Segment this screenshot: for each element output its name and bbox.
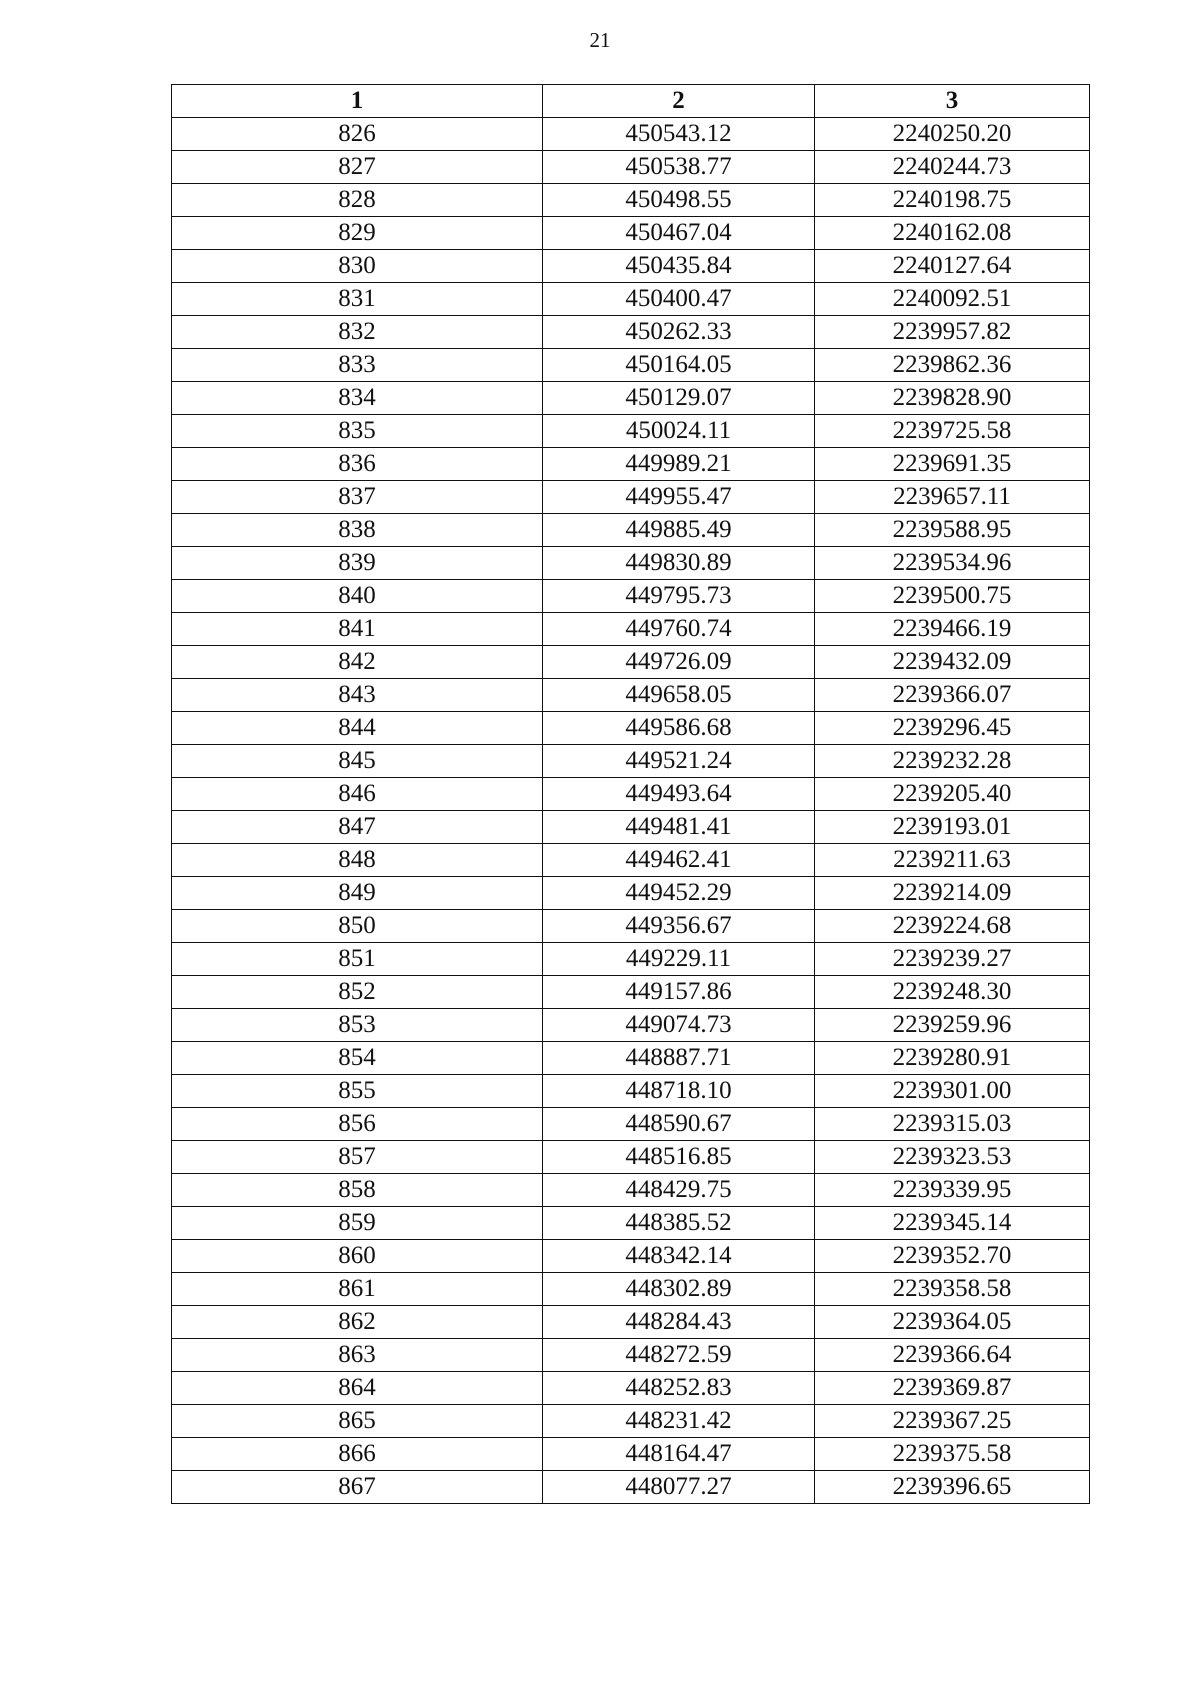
table-cell-col-1: 834 <box>172 382 543 415</box>
table-cell-col-1: 858 <box>172 1174 543 1207</box>
table-row <box>172 811 1090 844</box>
table-row <box>172 448 1090 481</box>
table-row <box>172 745 1090 778</box>
table-cell-col-3: 2239205.40 <box>815 778 1090 811</box>
table-row <box>172 1306 1090 1339</box>
table-row <box>172 1207 1090 1240</box>
table-cell-col-2: 449795.73 <box>543 580 815 613</box>
table-cell-col-1: 835 <box>172 415 543 448</box>
table-cell-col-3: 2239375.58 <box>815 1438 1090 1471</box>
table-cell-col-1: 836 <box>172 448 543 481</box>
table-cell-col-3: 2239259.96 <box>815 1009 1090 1042</box>
table-cell-col-1: 833 <box>172 349 543 382</box>
table-row <box>172 514 1090 547</box>
table-cell-col-2: 449760.74 <box>543 613 815 646</box>
table-cell-col-3: 2239345.14 <box>815 1207 1090 1240</box>
table-cell-col-3: 2240198.75 <box>815 184 1090 217</box>
table-cell-col-1: 853 <box>172 1009 543 1042</box>
table-cell-col-1: 842 <box>172 646 543 679</box>
table-cell-col-2: 449462.41 <box>543 844 815 877</box>
table-cell-col-2: 450538.77 <box>543 151 815 184</box>
table-row <box>172 778 1090 811</box>
table-cell-col-1: 847 <box>172 811 543 844</box>
table-cell-col-1: 832 <box>172 316 543 349</box>
table-cell-col-1: 861 <box>172 1273 543 1306</box>
table-cell-col-2: 449989.21 <box>543 448 815 481</box>
table-cell-col-2: 450024.11 <box>543 415 815 448</box>
table-cell-col-1: 864 <box>172 1372 543 1405</box>
table-cell-col-2: 448342.14 <box>543 1240 815 1273</box>
table-cell-col-1: 849 <box>172 877 543 910</box>
table-cell-col-1: 845 <box>172 745 543 778</box>
table-cell-col-2: 450498.55 <box>543 184 815 217</box>
table-cell-col-1: 852 <box>172 976 543 1009</box>
table-row <box>172 283 1090 316</box>
table-row <box>172 1174 1090 1207</box>
table-cell-col-2: 449521.24 <box>543 745 815 778</box>
table-cell-col-2: 450435.84 <box>543 250 815 283</box>
table-cell-col-3: 2239352.70 <box>815 1240 1090 1273</box>
table-cell-col-3: 2240244.73 <box>815 151 1090 184</box>
table-cell-col-3: 2239315.03 <box>815 1108 1090 1141</box>
table-row <box>172 1108 1090 1141</box>
table-cell-col-2: 448302.89 <box>543 1273 815 1306</box>
table-cell-col-1: 826 <box>172 118 543 151</box>
table-cell-col-1: 844 <box>172 712 543 745</box>
table-row <box>172 1372 1090 1405</box>
table-cell-col-1: 855 <box>172 1075 543 1108</box>
table-row <box>172 877 1090 910</box>
table-cell-col-2: 448590.67 <box>543 1108 815 1141</box>
table-cell-col-1: 841 <box>172 613 543 646</box>
table-cell-col-3: 2240250.20 <box>815 118 1090 151</box>
table-row <box>172 415 1090 448</box>
table-cell-col-3: 2239367.25 <box>815 1405 1090 1438</box>
table-cell-col-2: 449885.49 <box>543 514 815 547</box>
table-cell-col-3: 2239248.30 <box>815 976 1090 1009</box>
table-cell-col-3: 2239466.19 <box>815 613 1090 646</box>
table-cell-col-2: 449356.67 <box>543 910 815 943</box>
table-cell-col-1: 829 <box>172 217 543 250</box>
table-cell-col-3: 2239366.64 <box>815 1339 1090 1372</box>
table-cell-col-2: 448429.75 <box>543 1174 815 1207</box>
table-cell-col-3: 2239862.36 <box>815 349 1090 382</box>
table-cell-col-1: 866 <box>172 1438 543 1471</box>
table-row <box>172 943 1090 976</box>
table-cell-col-3: 2240162.08 <box>815 217 1090 250</box>
table-cell-col-1: 854 <box>172 1042 543 1075</box>
table-cell-col-1: 851 <box>172 943 543 976</box>
table-cell-col-3: 2239534.96 <box>815 547 1090 580</box>
table-cell-col-2: 449586.68 <box>543 712 815 745</box>
table-row <box>172 217 1090 250</box>
table-cell-col-1: 828 <box>172 184 543 217</box>
table-cell-col-3: 2239358.58 <box>815 1273 1090 1306</box>
table-cell-col-3: 2239691.35 <box>815 448 1090 481</box>
table-cell-col-3: 2240127.64 <box>815 250 1090 283</box>
table-cell-col-3: 2239301.00 <box>815 1075 1090 1108</box>
table-cell-col-3: 2239296.45 <box>815 712 1090 745</box>
table-cell-col-3: 2240092.51 <box>815 283 1090 316</box>
table-row <box>172 1471 1090 1504</box>
table-cell-col-1: 838 <box>172 514 543 547</box>
coordinates-table <box>171 84 1090 1504</box>
table-cell-col-1: 827 <box>172 151 543 184</box>
table-cell-col-1: 837 <box>172 481 543 514</box>
table-cell-col-2: 448516.85 <box>543 1141 815 1174</box>
table-row <box>172 712 1090 745</box>
table-cell-col-2: 449955.47 <box>543 481 815 514</box>
table-cell-col-3: 2239224.68 <box>815 910 1090 943</box>
table-cell-col-2: 448385.52 <box>543 1207 815 1240</box>
table-row <box>172 382 1090 415</box>
table-row <box>172 580 1090 613</box>
table-cell-col-2: 450400.47 <box>543 283 815 316</box>
table-cell-col-2: 449658.05 <box>543 679 815 712</box>
table-cell-col-1: 831 <box>172 283 543 316</box>
table-cell-col-3: 2239280.91 <box>815 1042 1090 1075</box>
table-cell-col-3: 2239211.63 <box>815 844 1090 877</box>
table-row <box>172 1141 1090 1174</box>
table-cell-col-2: 450262.33 <box>543 316 815 349</box>
table-cell-col-3: 2239232.28 <box>815 745 1090 778</box>
table-cell-col-2: 448077.27 <box>543 1471 815 1504</box>
table-cell-col-2: 449157.86 <box>543 976 815 1009</box>
table-cell-col-2: 449493.64 <box>543 778 815 811</box>
table-row <box>172 646 1090 679</box>
table-row <box>172 1438 1090 1471</box>
table-cell-col-3: 2239339.95 <box>815 1174 1090 1207</box>
table-cell-col-3: 2239588.95 <box>815 514 1090 547</box>
table-cell-col-1: 863 <box>172 1339 543 1372</box>
table-row <box>172 976 1090 1009</box>
table-cell-col-3: 2239828.90 <box>815 382 1090 415</box>
table-cell-col-1: 846 <box>172 778 543 811</box>
table-row <box>172 1405 1090 1438</box>
table-cell-col-2: 449481.41 <box>543 811 815 844</box>
table-row <box>172 844 1090 877</box>
table-cell-col-2: 448272.59 <box>543 1339 815 1372</box>
table-cell-col-1: 830 <box>172 250 543 283</box>
table-cell-col-1: 840 <box>172 580 543 613</box>
table-row <box>172 151 1090 184</box>
header-cell-2: 2 <box>543 85 815 118</box>
table-cell-col-2: 448887.71 <box>543 1042 815 1075</box>
table-cell-col-2: 450543.12 <box>543 118 815 151</box>
table-cell-col-2: 448164.47 <box>543 1438 815 1471</box>
table-row <box>172 316 1090 349</box>
table-cell-col-3: 2239214.09 <box>815 877 1090 910</box>
table-row <box>172 547 1090 580</box>
table-header <box>172 85 1090 118</box>
table-cell-col-2: 448252.83 <box>543 1372 815 1405</box>
header-row <box>172 85 1090 118</box>
table-cell-col-1: 856 <box>172 1108 543 1141</box>
table-row <box>172 118 1090 151</box>
table-row <box>172 1075 1090 1108</box>
table-cell-col-2: 449074.73 <box>543 1009 815 1042</box>
table-cell-col-3: 2239239.27 <box>815 943 1090 976</box>
table-cell-col-1: 839 <box>172 547 543 580</box>
table-cell-col-1: 850 <box>172 910 543 943</box>
header-cell-3: 3 <box>815 85 1090 118</box>
table-body <box>172 118 1090 1504</box>
table-cell-col-1: 862 <box>172 1306 543 1339</box>
table-cell-col-3: 2239366.07 <box>815 679 1090 712</box>
table-row <box>172 184 1090 217</box>
table-cell-col-3: 2239193.01 <box>815 811 1090 844</box>
table-cell-col-3: 2239725.58 <box>815 415 1090 448</box>
table-cell-col-1: 865 <box>172 1405 543 1438</box>
table-row <box>172 1339 1090 1372</box>
table-row <box>172 349 1090 382</box>
table-cell-col-1: 867 <box>172 1471 543 1504</box>
table-cell-col-1: 860 <box>172 1240 543 1273</box>
table-cell-col-2: 449452.29 <box>543 877 815 910</box>
table-cell-col-2: 448231.42 <box>543 1405 815 1438</box>
table-cell-col-3: 2239432.09 <box>815 646 1090 679</box>
table-cell-col-1: 859 <box>172 1207 543 1240</box>
table-row <box>172 481 1090 514</box>
table-cell-col-3: 2239396.65 <box>815 1471 1090 1504</box>
table-row <box>172 1273 1090 1306</box>
table-cell-col-1: 857 <box>172 1141 543 1174</box>
table-cell-col-3: 2239369.87 <box>815 1372 1090 1405</box>
table-row <box>172 250 1090 283</box>
header-cell-1: 1 <box>172 85 543 118</box>
table-row <box>172 910 1090 943</box>
table-cell-col-2: 449726.09 <box>543 646 815 679</box>
table-cell-col-1: 843 <box>172 679 543 712</box>
page-number: 21 <box>589 28 611 52</box>
table-row <box>172 1240 1090 1273</box>
table-cell-col-3: 2239957.82 <box>815 316 1090 349</box>
table-cell-col-3: 2239657.11 <box>815 481 1090 514</box>
table-row <box>172 679 1090 712</box>
table-cell-col-3: 2239323.53 <box>815 1141 1090 1174</box>
table-cell-col-2: 450467.04 <box>543 217 815 250</box>
table-row <box>172 613 1090 646</box>
table-cell-col-2: 449830.89 <box>543 547 815 580</box>
table-cell-col-2: 448284.43 <box>543 1306 815 1339</box>
table-cell-col-2: 450164.05 <box>543 349 815 382</box>
table-cell-col-2: 448718.10 <box>543 1075 815 1108</box>
table-cell-col-2: 450129.07 <box>543 382 815 415</box>
table-cell-col-1: 848 <box>172 844 543 877</box>
table-cell-col-2: 449229.11 <box>543 943 815 976</box>
table-row <box>172 1042 1090 1075</box>
table-cell-col-3: 2239500.75 <box>815 580 1090 613</box>
table-cell-col-3: 2239364.05 <box>815 1306 1090 1339</box>
table-row <box>172 1009 1090 1042</box>
